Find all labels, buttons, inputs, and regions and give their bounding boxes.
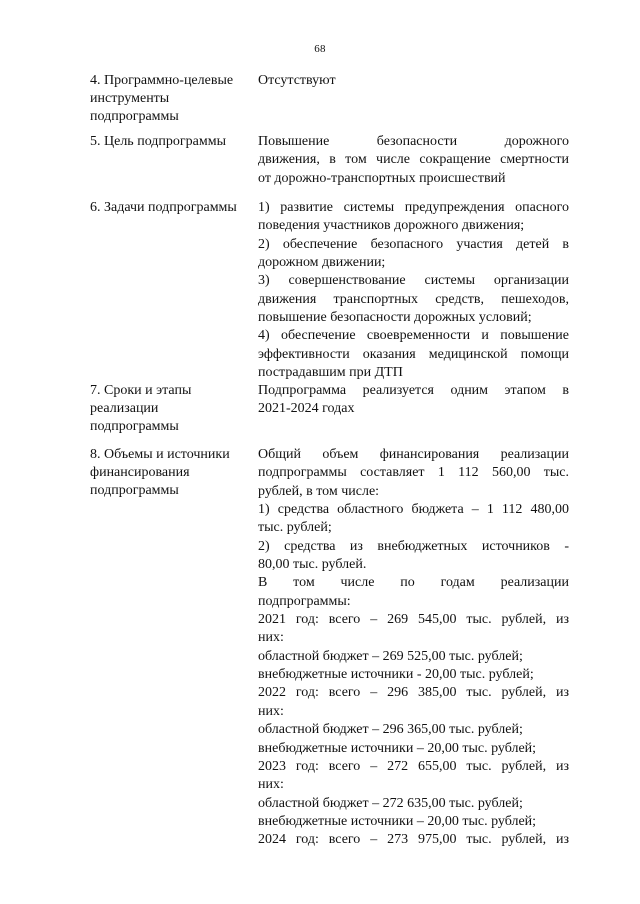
row-content-line: внебюджетные источники – 20,00 тыс. рублей; — [258, 813, 537, 829]
row-content-line: движения, в том числе сокращение смертности — [258, 152, 569, 168]
row-label-line: 6. Задачи подпрограммы — [90, 200, 237, 215]
row-label-line: 7. Сроки и этапы — [90, 383, 192, 398]
row-content-line: подпрограммы составляет 1 112 560,00 тыс. — [258, 465, 569, 481]
row-content-line: 1) развитие системы предупреждения опасного — [258, 200, 569, 215]
row-content — [258, 199, 569, 382]
row-content-line: 3) совершенствование системы организации — [258, 273, 569, 289]
row-content-line: Подпрограмма реализуется одним этапом в — [258, 383, 569, 398]
row-content — [258, 382, 569, 419]
row-label-line: инструменты — [90, 91, 170, 106]
row-label — [90, 446, 252, 500]
row-content-line: поведения участников дорожного движения; — [258, 218, 525, 234]
row-content-line: повышение безопасности дорожных условий; — [258, 310, 532, 326]
row-label-line: финансирования — [90, 465, 190, 480]
row-content-line: 2022 год: всего – 296 385,00 тыс. рублей, из — [258, 685, 569, 701]
row-content-line: В том числе по годам реализации — [258, 575, 569, 591]
row-content-line: эффективности оказания медицинской помощи — [258, 346, 569, 362]
row-content-line: внебюджетные источники - 20,00 тыс. рублей; — [258, 667, 534, 683]
row-content-line: пострадавшим при ДТП — [258, 365, 403, 381]
row-content-line: областной бюджет – 272 635,00 тыс. рублей; — [258, 795, 523, 811]
row-content-line: Повышение безопасности дорожного — [258, 134, 569, 149]
row-content-line: рублей, в том числе: — [258, 483, 380, 499]
row-label-line: реализации — [90, 401, 159, 416]
row-content-line: областной бюджет – 269 525,00 тыс. рублей; — [258, 648, 523, 664]
row-content — [258, 446, 569, 850]
row-content-line: 80,00 тыс. рублей. — [258, 557, 367, 573]
row-content-line: 2) обеспечение безопасного участия детей в — [258, 236, 569, 252]
row-label-line: 4. Программно-целевые — [90, 73, 234, 88]
row-content-line: 2023 год: всего – 272 655,00 тыс. рублей, из — [258, 758, 569, 774]
row-content — [258, 133, 569, 188]
row-label-line: подпрограммы — [90, 419, 179, 434]
row-content — [258, 72, 569, 90]
row-content-line: них: — [258, 777, 284, 793]
row-content-line: 2021-2024 годах — [258, 401, 355, 417]
row-label — [90, 199, 252, 217]
row-label — [90, 382, 252, 436]
row-content-line: 2021 год: всего – 269 545,00 тыс. рублей, из — [258, 612, 569, 628]
row-content-line: них: — [258, 703, 284, 719]
row-label-line: 8. Объемы и источники — [90, 447, 230, 462]
row-label-line: 5. Цель подпрограммы — [90, 134, 226, 149]
row-content-line: 2) средства из внебюджетных источников - — [258, 538, 569, 554]
row-content-line: внебюджетные источники – 20,00 тыс. рублей; — [258, 740, 537, 756]
row-content-line: 4) обеспечение своевременности и повышение — [258, 328, 569, 344]
row-content-line: 1) средства областного бюджета – 1 112 480,00 — [258, 502, 569, 518]
row-content-line: областной бюджет – 296 365,00 тыс. рублей; — [258, 722, 523, 738]
row-label — [90, 72, 252, 126]
row-content-line: подпрограммы: — [258, 593, 351, 609]
row-label — [90, 133, 252, 151]
row-content-line: тыс. рублей; — [258, 520, 332, 536]
row-content-line: дорожном движении; — [258, 255, 386, 271]
row-content-line: движения транспортных средств, пешеходов, — [258, 291, 569, 307]
row-content-line: Отсутствуют — [258, 73, 336, 88]
row-content-line: 2024 год: всего – 273 975,00 тыс. рублей, из — [258, 832, 569, 848]
row-label-line: подпрограммы — [90, 483, 179, 498]
row-content-line: от дорожно-транспортных происшествий — [258, 170, 506, 186]
row-label-line: подпрограммы — [90, 109, 179, 124]
row-content-line: Общий объем финансирования реализации — [258, 447, 569, 462]
page-number: 68 — [314, 43, 326, 55]
row-content-line: них: — [258, 630, 284, 646]
